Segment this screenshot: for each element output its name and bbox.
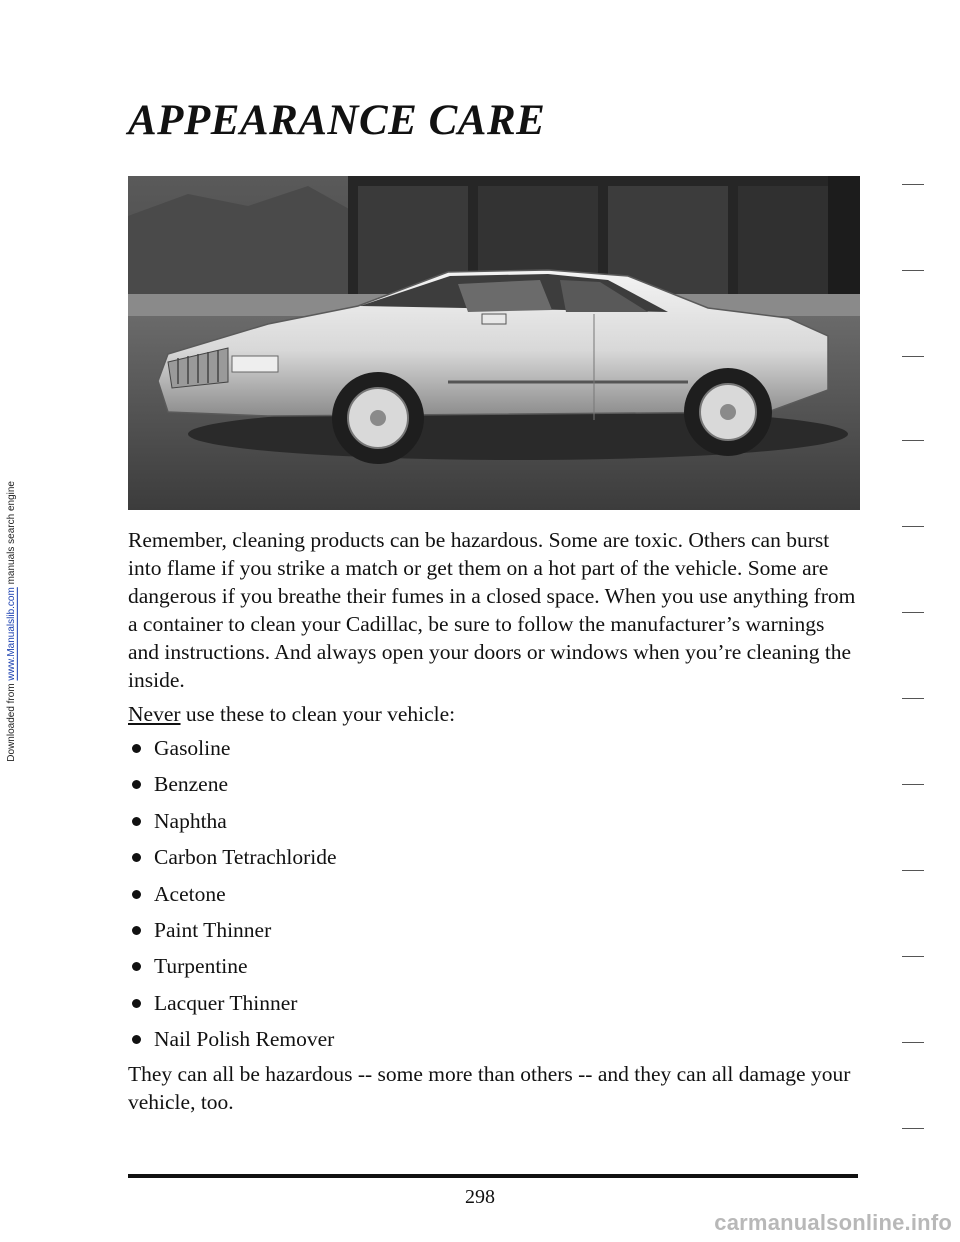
page-title: APPEARANCE CARE bbox=[128, 97, 546, 144]
bullet-icon bbox=[132, 853, 141, 862]
bullet-icon bbox=[132, 999, 141, 1008]
closing-paragraph: They can all be hazardous -- some more than others -- and they can all damage your vehicle, too. bbox=[128, 1061, 851, 1114]
bullet-icon bbox=[132, 744, 141, 753]
bullet-icon bbox=[132, 1035, 141, 1044]
margin-tick bbox=[902, 870, 924, 871]
bullet-icon bbox=[132, 890, 141, 899]
margin-tick bbox=[902, 956, 924, 957]
source-prefix: Downloaded from bbox=[5, 680, 17, 762]
never-emphasis: Never bbox=[128, 702, 181, 726]
margin-tick bbox=[902, 612, 924, 613]
margin-tick bbox=[902, 526, 924, 527]
margin-tick bbox=[902, 1128, 924, 1129]
never-use-rest: use these to clean your vehicle: bbox=[180, 702, 456, 726]
sedan-illustration bbox=[128, 176, 860, 510]
margin-tick bbox=[902, 1042, 924, 1043]
hazardous-products-list bbox=[128, 734, 858, 1062]
manualslib-link[interactable]: www.Manualslib.com bbox=[5, 586, 17, 681]
list-item: Paint Thinner bbox=[128, 916, 858, 952]
page-number: 298 bbox=[465, 1186, 495, 1208]
margin-tick bbox=[902, 270, 924, 271]
margin-tick bbox=[902, 184, 924, 185]
list-item: Carbon Tetrachloride bbox=[128, 843, 858, 879]
bullet-icon bbox=[132, 962, 141, 971]
list-item: Gasoline bbox=[128, 734, 858, 770]
list-item: Turpentine bbox=[128, 952, 858, 988]
bullet-icon bbox=[132, 926, 141, 935]
list-item: Nail Polish Remover bbox=[128, 1025, 858, 1061]
margin-tick bbox=[902, 356, 924, 357]
download-source-note bbox=[4, 0, 18, 1242]
list-item: Benzene bbox=[128, 770, 858, 806]
bullet-icon bbox=[132, 817, 141, 826]
watermark: carmanualsonline.info bbox=[714, 1210, 952, 1235]
margin-tick bbox=[902, 698, 924, 699]
margin-tick bbox=[902, 784, 924, 785]
footer-rule bbox=[128, 1174, 858, 1178]
bullet-icon bbox=[132, 780, 141, 789]
never-use-line bbox=[128, 700, 858, 728]
body-text bbox=[128, 526, 858, 1116]
list-item: Naphtha bbox=[128, 807, 858, 843]
list-item: Acetone bbox=[128, 880, 858, 916]
car-photo bbox=[128, 176, 860, 510]
margin-tick bbox=[902, 440, 924, 441]
source-suffix: manuals search engine bbox=[5, 480, 17, 587]
list-item: Lacquer Thinner bbox=[128, 989, 858, 1025]
safety-intro-paragraph: Remember, cleaning products can be hazardous. Some are toxic. Others can burst into flame if you strike a match or get them on a hot part of the vehicle. Some are dangerous if you breathe their fumes in a closed space. When you use anything from a container to clean your Cadillac, be sure to follow the manufacturer’s warnings and instructions. And always open your doors or windows when you’re cleaning the inside. bbox=[128, 528, 856, 692]
